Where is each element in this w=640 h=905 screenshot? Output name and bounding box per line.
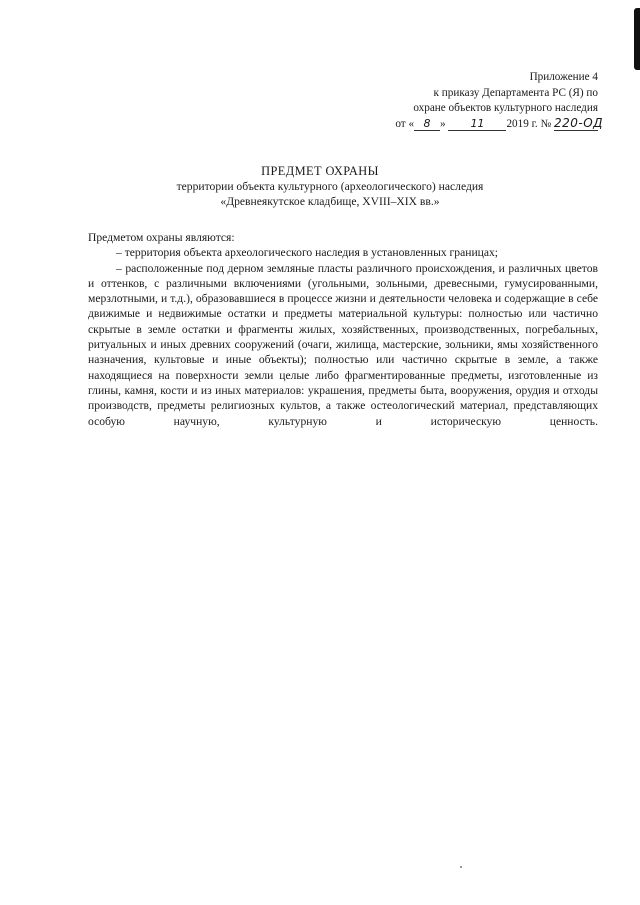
handwritten-order-number: 220-ОД [554,115,604,130]
appendix-order-ref: к приказу Департамента РС (Я) по [433,86,598,99]
appendix-label: Приложение 4 [529,71,598,83]
scan-speck [460,866,462,868]
scan-edge-mark [634,8,640,70]
title-heading: ПРЕДМЕТ ОХРАНЫ [261,164,379,178]
appendix-department: охране объектов культурного наследия [413,102,598,114]
handwritten-day: 8 [414,117,440,131]
document-body [88,230,598,429]
body-item-layers: – расположенные под дерном земляные пласты различного происхождения, и различных цветов и оттенков, с различными включениями (угольными, зольными, древесными, гумусированными, мерзлотными, и т.д.), образовавшиеся в процессе жизни и деятельности человека и содержащие в себе движимые и недвижимые остатки и предметы материальной культуры: полностью или частично скрытые в земле остатки и фрагменты жилых, хозяйственных, производственных, погребальных, ритуальных и иных древних сооружений (очаги, жилища, мастерские, зольники, ямы хозяйственного назначения, культовые и иные объекты); полностью или частично скрытые в земле, а также находящиеся на поверхности земли целые либо фрагментированные предметы, изготовленные из глины, камня, кости и из иных материалов: украшения, предметы быта, вооружения, орудия и отходы производств, предметы религиозных культов, а также остеологический материал, представляющих особую научную, культурную и историческую ценность. [88,261,598,428]
date-year: 2019 г. № [506,117,552,130]
document-title [0,164,640,209]
body-intro: Предметом охраны являются: [88,231,235,244]
date-prefix: от « [395,117,415,130]
handwritten-month: 11 [448,117,506,131]
appendix-date-line [338,115,604,133]
date-mid: » [440,117,446,130]
appendix-header [338,70,604,132]
title-object-name: «Древнеякутское кладбище, XVIII–XIX вв.» [220,195,440,208]
title-object-type: территории объекта культурного (археологического) наследия [176,180,484,193]
body-item-territory: – территория объекта археологического наследия в установленных границах; [116,246,499,260]
